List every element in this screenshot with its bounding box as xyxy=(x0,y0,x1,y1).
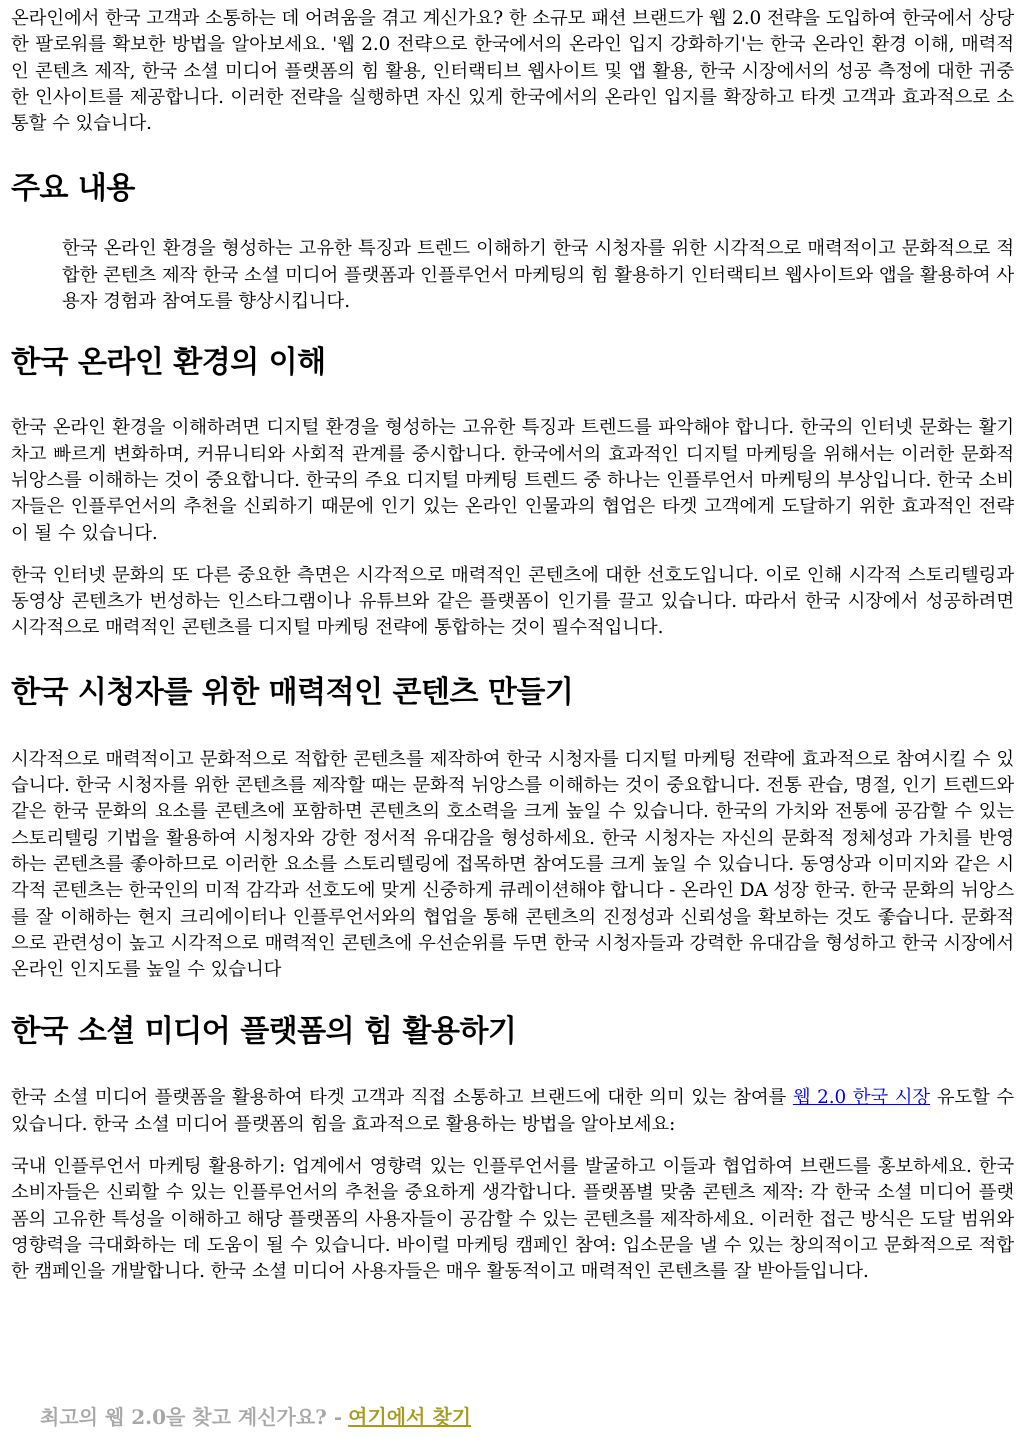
social-paragraph-2: 국내 인플루언서 마케팅 활용하기: 업계에서 영향력 있는 인플루언서를 발굴하고 이들과 협업하여 브랜드를 홍보하세요. 한국 소비자들은 신뢰할 수 있는 인플루언서의 추천을 중요하게 생각합니다. 플랫폼별 맞춤 콘텐츠 제작: 각 한국 소셜 미디어 플랫폼의 고유한 특성을 이해하고 해당 플랫폼의 사용자들이 공감할 수 있는 콘텐츠를 제작하세요. 이러한 접근 방식은 도달 범위와 영향력을 극대화하는 데 도움이 될 수 있습니다. 바이럴 마케팅 캠페인 참여: 입소문을 낼 수 있는 창의적이고 문화적으로 적합한 캠페인을 개발합니다. 한국 소셜 미디어 사용자들은 매우 활동적이고 매력적인 콘텐츠를 잘 받아들입니다. xyxy=(11,1156,1014,1283)
environment-paragraph-2: 한국 인터넷 문화의 또 다른 중요한 측면은 시각적으로 매력적인 콘텐츠에 대한 선호도입니다. 이로 인해 시각적 스토리텔링과 동영상 콘텐츠가 번성하는 인스타그램이나 유튜브와 같은 플랫폼이 인기를 끌고 있습니다. 따라서 한국 시장에서 성공하려면 시각적으로 매력적인 콘텐츠를 디지털 마케팅 전략에 통합하는 것이 필수적입니다. xyxy=(11,564,1014,639)
environment-heading: 한국 온라인 환경의 이해 xyxy=(11,345,326,381)
social-paragraph-1 xyxy=(11,1085,1014,1138)
intro-paragraph: 온라인에서 한국 고객과 소통하는 데 어려움을 겪고 계신가요? 한 소규모 패션 브랜드가 웹 2.0 전략을 도입하여 한국에서 상당한 팔로워를 확보한 방법을 알아보세요. '웹 2.0 전략으로 한국에서의 온라인 입지 강화하기'는 한국 온라인 환경 이해, 매력적인 콘텐츠 제작, 한국 소셜 미디어 플랫폼의 힘 활용, 인터랙티브 웹사이트 및 앱 활용, 한국 시장에서의 성공 측정에 대한 귀중한 인사이트를 제공합니다. 이러한 전략을 실행하면 자신 있게 한국에서의 온라인 입지를 확장하고 타겟 고객과 효과적으로 소통할 수 있습니다. xyxy=(11,8,1014,135)
social-heading: 한국 소셜 미디어 플랫폼의 힘 활용하기 xyxy=(11,1014,517,1050)
footer-cta-bar xyxy=(40,1403,471,1431)
find-here-link[interactable]: 여기에서 찾기 xyxy=(348,1405,472,1429)
web20-korea-market-link[interactable]: 웹 2.0 한국 시장 xyxy=(792,1087,931,1109)
social-paragraph-1-tail: 유도할 수 있습니다. 한국 소셜 미디어 플랫폼의 힘을 효과적으로 활용하는 방법을 알아보세요: xyxy=(11,1087,1014,1135)
social-paragraph-1-lead: 한국 소셜 미디어 플랫폼을 활용하여 타겟 고객과 직접 소통하고 브랜드에 대한 의미 있는 참여를 xyxy=(11,1087,793,1109)
key-points-heading: 주요 내용 xyxy=(11,171,135,207)
footer-prompt: 최고의 웹 2.0을 찾고 계신가요? - xyxy=(40,1405,343,1429)
key-points-blockquote: 한국 온라인 환경을 형성하는 고유한 특징과 트렌드 이해하기 한국 시청자를 위한 시각적으로 매력적이고 문화적으로 적합한 콘텐츠 제작 한국 소셜 미디어 플랫폼과 인플루언서 마케팅의 힘 활용하기 인터랙티브 웹사이트와 앱을 활용하여 사용자 경험과 참여도를 향상시킵니다. xyxy=(62,238,1014,313)
content-heading: 한국 시청자를 위한 매력적인 콘텐츠 만들기 xyxy=(11,674,574,710)
content-paragraph: 시각적으로 매력적이고 문화적으로 적합한 콘텐츠를 제작하여 한국 시청자를 디지털 마케팅 전략에 효과적으로 참여시킬 수 있습니다. 한국 시청자를 위한 콘텐츠를 제작할 때는 문화적 뉘앙스를 이해하는 것이 중요합니다. 전통 관습, 명절, 인기 트렌드와 같은 한국 문화의 요소를 콘텐츠에 포함하면 콘텐츠의 호소력을 크게 높일 수 있습니다. 한국의 가치와 전통에 공감할 수 있는 스토리텔링 기법을 활용하여 시청자와 강한 정서적 유대감을 형성하세요. 한국 시청자는 자신의 문화적 정체성과 가치를 반영하는 콘텐츠를 좋아하므로 이러한 요소를 스토리텔링에 접목하면 참여도를 크게 높일 수 있습니다. 동영상과 이미지와 같은 시각적 콘텐츠는 한국인의 미적 감각과 선호도에 맞게 신중하게 큐레이션해야 합니다 - 온라인 DA 성장 한국. 한국 문화의 뉘앙스를 잘 이해하는 현지 크리에이터나 인플루언서와의 협업을 통해 콘텐츠의 진정성과 신뢰성을 확보하는 것도 좋습니다. 문화적으로 관련성이 높고 시각적으로 매력적인 콘텐츠에 우선순위를 두면 한국 시청자들과 강력한 유대감을 형성하고 한국 시장에서 온라인 인지도를 높일 수 있습니다 xyxy=(11,748,1014,981)
environment-paragraph-1: 한국 온라인 환경을 이해하려면 디지털 환경을 형성하는 고유한 특징과 트렌드를 파악해야 합니다. 한국의 인터넷 문화는 활기차고 빠르게 변화하며, 커뮤니티와 사회적 관계를 중시합니다. 한국에서의 효과적인 디지털 마케팅을 위해서는 이러한 문화적 뉘앙스를 이해하는 것이 중요합니다. 한국의 주요 디지털 마케팅 트렌드 중 하나는 인플루언서 마케팅의 부상입니다. 한국 소비자들은 인플루언서의 추천을 신뢰하기 때문에 인기 있는 온라인 인물과의 협업은 타겟 고객에게 도달하기 위한 효과적인 전략이 될 수 있습니다. xyxy=(11,417,1014,544)
